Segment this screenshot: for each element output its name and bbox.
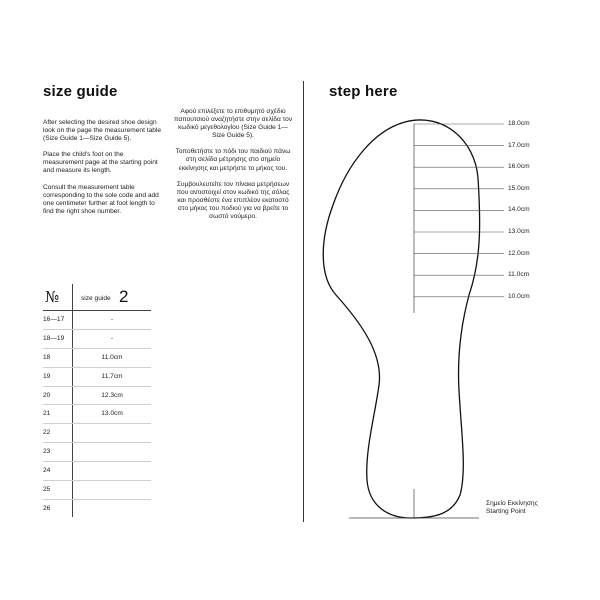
row-foot-length: 13.0cm [101,410,123,418]
table-row [43,348,151,367]
row-size: 21 [43,410,51,418]
row-size: 24 [43,467,51,475]
row-size: 23 [43,448,51,456]
row-foot-length: 11.7cm [101,372,123,380]
row-foot-length: - [110,334,114,342]
row-size: 25 [43,486,51,494]
table-row [43,442,151,461]
scale-label: 13.0cm [508,228,530,235]
row-size: 20 [43,391,51,399]
greek-instructions [173,108,293,229]
starting-point-greek: Σημείο Εκκίνησης [486,500,538,507]
table-row [43,310,151,329]
table-header-label: size guide [81,295,111,302]
size-guide-title: size guide [43,83,118,100]
scale-label: 11.0cm [508,271,530,279]
row-size: 26 [43,504,51,512]
row-foot-length: 11.0cm [101,353,123,361]
table-row [43,499,151,518]
gr-paragraph: Συμβουλευτείτε τον πίνακα μετρήσεων που αντιστοιχεί στον κωδικό της σόλας και προσθέστε ένα επιπλέον εκατοστό στο μήκος του ποδιού για να βρείτε το σωστό νούμερο. [176,180,290,221]
step-here-title: step here [329,83,398,100]
row-size: 16—17 [43,316,65,323]
foot-outline [323,120,479,518]
scale-label: 16.0cm [508,163,530,171]
table-row [43,461,151,480]
row-size: 18—19 [43,334,65,342]
table-row [43,367,151,386]
gr-paragraph: Τοποθετήστε το πόδι του παιδιού πάνω στη σελίδα μέτρησης στο σημείο εκκίνησης και μετρήστε το μήκος του. [175,148,291,172]
row-foot-length: - [110,316,114,323]
table-row [43,480,151,499]
row-foot-length: 12.3cm [101,391,123,399]
starting-point-label [486,500,538,516]
table-row [43,404,151,423]
scale-label: 17.0cm [508,141,530,149]
table-header-number: 2 [119,287,129,306]
row-size: 19 [43,372,51,380]
starting-point-english: Starting Point [486,508,526,516]
table-row [43,423,151,442]
table-rows [43,310,151,518]
table-row [43,329,151,348]
scale-label: 14.0cm [508,206,530,214]
row-size: 18 [43,353,51,361]
en-paragraph: Consult the measurement table corresponding to the sole code and add one centimeter further at foot length to find the right shoe number. [43,183,159,215]
size-table [43,284,151,518]
table-row [43,386,151,405]
en-paragraph: After selecting the desired shoe design look on the page the measurement table (Size Guide 1—Size Guide 5). [43,119,162,143]
table-header [43,284,151,310]
foot-measure-diagram [303,100,593,525]
scale-ticks [414,124,504,297]
scale-label: 12.0cm [508,249,530,257]
scale-label: 10.0cm [508,292,530,300]
row-size: 22 [43,429,51,437]
english-instructions [43,119,163,224]
en-paragraph: Place the child's foot on the measurement page at the starting point and measure its length. [43,151,158,175]
gr-paragraph: Αφού επιλέξετε το επιθυμητό σχέδιο παπουτσιού αναζητήστε στην σελίδα τον κωδικό μεγεθολογίου (Size Guide 1—Size Guide 5). [173,108,293,140]
scale-label: 15.0cm [508,184,530,192]
numero-sign: № [45,288,60,306]
scale-label: 18.0cm [508,120,530,127]
